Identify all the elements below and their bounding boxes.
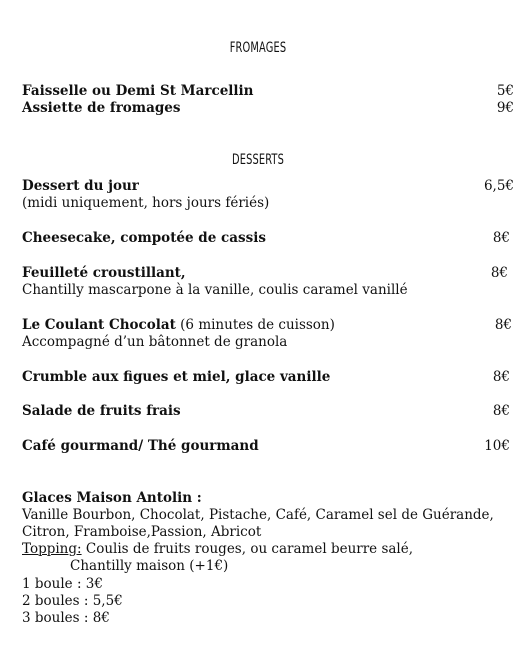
item-price: 8€ — [492, 369, 510, 385]
item-name: Assiette de fromages — [22, 100, 181, 116]
glaces-flavors-line: Vanille Bourbon, Chocolat, Pistache, Café, Caramel sel de Guérande, — [22, 507, 494, 523]
item-price: 8€ — [490, 265, 508, 281]
item-price: 8€ — [492, 230, 510, 246]
menu-item-feuillete — [22, 265, 516, 282]
item-name: Le Coulant Chocolat — [22, 317, 176, 333]
item-name: Café gourmand/ Thé gourmand — [22, 438, 259, 454]
item-name: Crumble aux figues et miel, glace vanille — [22, 369, 331, 385]
menu-item-crumble — [22, 369, 516, 386]
item-name: Feuilleté croustillant, — [22, 265, 186, 281]
glaces-flavors-line: Citron, Framboise,Passion, Abricot — [22, 524, 262, 540]
item-price: 5€ — [496, 83, 514, 99]
item-price: 9€ — [496, 100, 514, 116]
menu-item-coulant-chocolat — [22, 317, 516, 334]
menu-item-cafe-gourmand — [22, 438, 516, 455]
glaces-price-line: 2 boules : 5,5€ — [22, 593, 123, 609]
menu-item-faisselle — [22, 83, 516, 100]
glaces-price-line: 1 boule : 3€ — [22, 576, 103, 592]
item-price: 8€ — [494, 317, 512, 333]
item-note: (midi uniquement, hors jours fériés) — [22, 195, 270, 211]
item-name: Dessert du jour — [22, 178, 139, 194]
item-price: 10€ — [484, 438, 510, 454]
glaces-topping-line: Chantilly maison (+1€) — [70, 558, 229, 574]
item-note: Chantilly mascarpone à la vanille, coulis caramel vanillé — [22, 282, 408, 298]
fromages-title: FROMAGES — [229, 40, 287, 56]
item-price: 6,5€ — [483, 178, 514, 194]
menu-item-dessert-du-jour — [22, 178, 516, 195]
item-name: Cheesecake, compotée de cassis — [22, 230, 266, 246]
menu-item-salade-fruits — [22, 403, 516, 420]
menu-item-cheesecake — [22, 230, 516, 247]
topping-label: Topping: — [22, 541, 82, 557]
item-price: 8€ — [492, 403, 510, 419]
glaces-topping — [22, 541, 413, 558]
item-name: Salade de fruits frais — [22, 403, 181, 419]
item-extra: (6 minutes de cuisson) — [175, 317, 335, 333]
item-note: Accompagné d’un bâtonnet de granola — [22, 334, 288, 350]
desserts-title: DESSERTS — [232, 152, 284, 168]
item-name: Faisselle ou Demi St Marcellin — [22, 83, 254, 99]
topping-text: Coulis de fruits rouges, ou caramel beurre salé, — [81, 541, 414, 557]
glaces-title: Glaces Maison Antolin : — [22, 490, 202, 506]
glaces-price-line: 3 boules : 8€ — [22, 610, 110, 626]
menu-item-assiette-fromages — [22, 100, 516, 117]
